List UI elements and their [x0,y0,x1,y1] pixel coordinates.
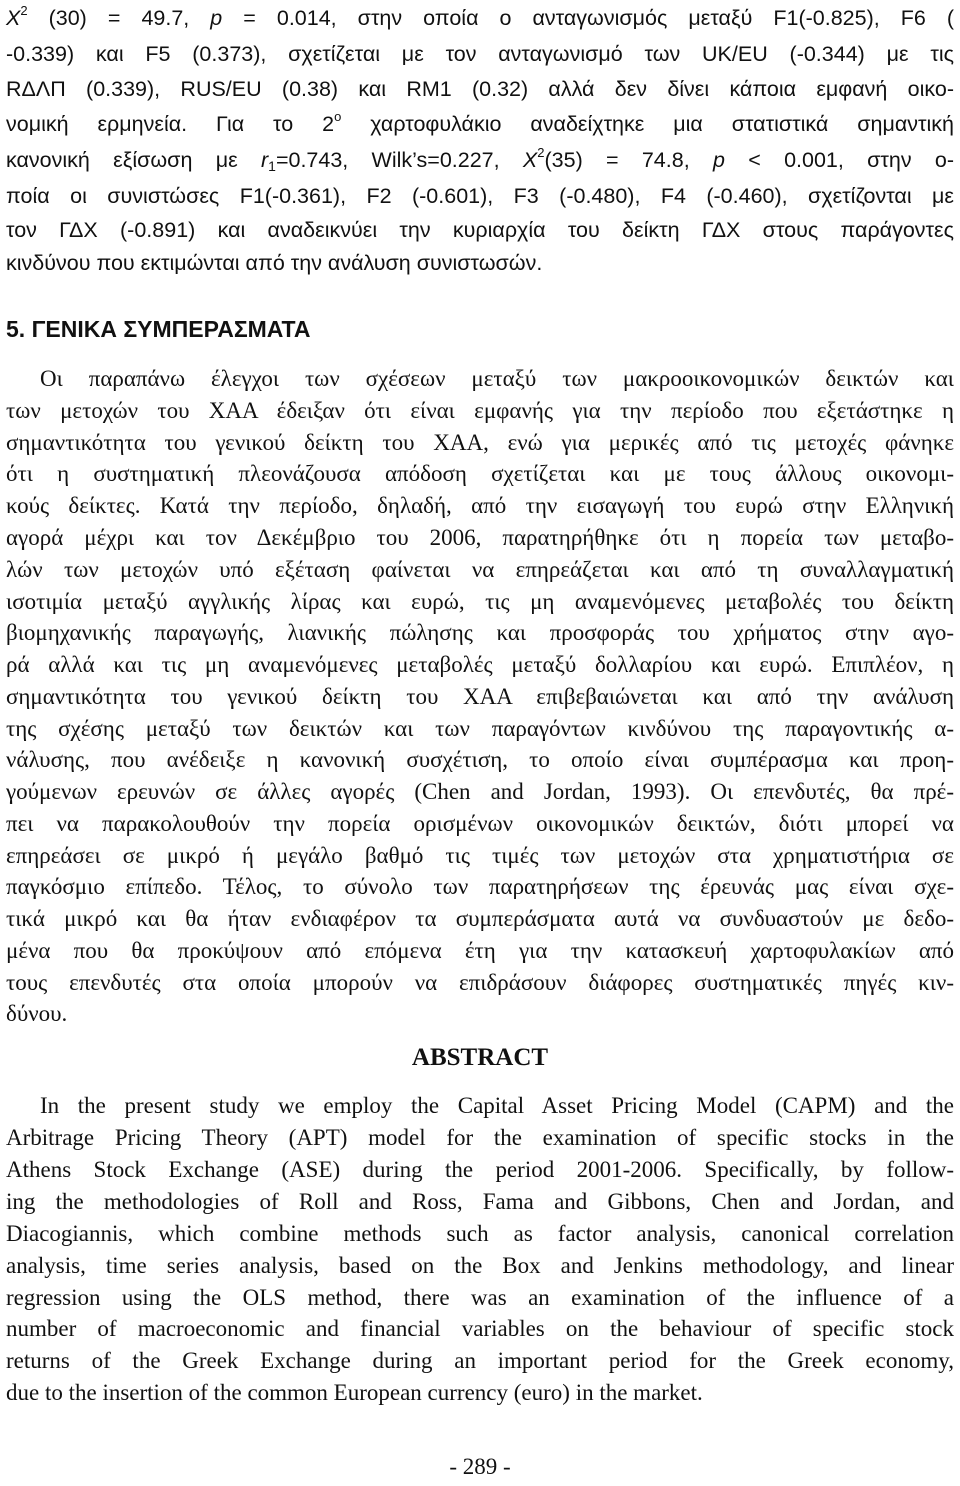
paragraph-line: τους επενδυτές στα οποία μπορούν να επιδράσουν διάφορες συστηματικές πηγές κιν- [6,970,954,995]
paragraph-line: επηρεάσει σε μικρό ή μεγάλο βαθμό τις τιμές των μετοχών στα χρηματιστήρια σε [6,843,954,868]
paragraph-line: RΔΛΠ (0.339), RUS/EU (0.38) και RM1 (0.32) αλλά δεν δίνει κάποια εμφανή οικο- [6,77,954,101]
paragraph-line: πει να παρακολουθούν την πορεία ορισμένων οικονομικών δεικτών, διότι μπορεί να [6,811,954,836]
text-run: < 0.001, στην ο- [748,148,955,172]
text-run: = 0.014, στην οποία ο ανταγωνισμός μεταξύ F1(-0.825), F6 ( [243,6,954,30]
paragraph-line: -0.339) και F5 (0.373), σχετίζεται με τον ανταγωνισμό των UK/EU (-0.344) με τις [6,42,954,66]
p-symbol: p [712,148,725,172]
paragraph-line: analysis, time series analysis, based on the Box and Jenkins methodology, and linear [6,1253,954,1278]
paragraph-line: κινδύνου που εκτιμώνται από την ανάλυση συνιστωσών. [6,251,543,275]
paragraph-line: τικά μικρό και θα ήταν ενδιαφέρον τα συμπεράσματα αυτά να συνδυαστούν με δεδο- [6,906,954,931]
superscript: 2 [537,145,545,160]
superscript: 2 [20,3,28,18]
text-run: =0.743, Wilk’s=0.227, [275,148,500,172]
subscript: 1 [268,158,276,174]
paragraph-line: ing the methodologies of Roll and Ross, Fama and Gibbons, Chen and Jordan, and [6,1189,954,1214]
paragraph-line: αγορά μέχρι και τον Δεκέμβριο του 2006, παρατηρήθηκε ότι η πορεία των μεταβο- [6,525,954,550]
paragraph-line: regression using the OLS method, there was an examination of the influence of a [6,1285,954,1310]
paragraph-line: ότι η συστηματική πλεονάζουσα απόδοση σχετίζεται και με τους άλλους οικονομι- [6,461,954,486]
paragraph-line: παγκόσμιο επίπεδο. Τέλος, το σύνολο των παρατηρήσεων της έρευνάς μας είναι σχε- [6,874,954,899]
p-symbol: p [210,6,223,30]
paragraph-line: βιομηχανικής παραγωγής, λιανικής πώλησης και προσφοράς του χρήματος στην αγο- [6,620,954,645]
paragraph-line: ποία οι συνιστώσες F1(-0.361), F2 (-0.601), F3 (-0.480), F4 (-0.460), σχετίζονται με [6,184,954,208]
paragraph-line: δύνου. [6,1001,68,1026]
paragraph-line [6,109,954,139]
text-run: (30) = 49.7, [48,6,190,30]
text-run: (35) = 74.8, [544,148,690,172]
paragraph-line: γούμενων ερευνών σε άλλες αγορές (Chen and Jordan, 1993). Οι επενδυτές, θα πρέ- [6,779,954,804]
paragraph-line: Athens Stock Exchange (ASE) during the period 2001-2006. Specifically, by follow- [6,1157,954,1182]
paragraph-line: In the present study we employ the Capital Asset Pricing Model (CAPM) and the [40,1093,954,1118]
paragraph-line: κούς δείκτες. Κατά την περίοδο, δηλαδή, από την εισαγωγή του ευρώ στην Ελληνική [6,493,954,518]
paragraph-line: Arbitrage Pricing Theory (APT) model for the examination of specific stocks in the [6,1125,954,1150]
chi-symbol: X [6,6,21,30]
paragraph-line: λών των μετοχών υπό εξέταση φαίνεται να επηρεάζεται και από τη συναλλαγματική [6,557,954,582]
paragraph-line: due to the insertion of the common European currency (euro) in the market. [6,1380,703,1405]
paragraph-line: των μετοχών του ΧΑΑ έδειξαν ότι είναι εμφανής για την περίοδο που εξετάστηκε η [6,398,954,423]
r-symbol: r [260,148,269,172]
superscript: ο [334,109,342,124]
paragraph-line: σημαντικότητα του γενικού δείκτη του ΧΑΑ, ενώ για μερικές από τις μετοχές φάνηκε [6,430,954,455]
paragraph-line: ισοτιμία μεταξύ αγγλικής λίρας και ευρώ, τις μη αναμενόμενες μεταβολές του δείκτη [6,589,954,614]
paragraph-line: Οι παραπάνω έλεγχοι των σχέσεων μεταξύ των μακροοικονομικών δεικτών και [40,366,954,391]
text-run: νομική ερμηνεία. Για το 2 [6,112,335,136]
section-heading: 5. ΓΕΝΙΚΑ ΣΥΜΠΕΡΑΣΜΑΤΑ [6,316,311,342]
page-number: - 289 - [449,1454,511,1479]
paragraph-line [6,145,954,175]
paragraph-line: της σχέσης μεταξύ των δεικτών και των παραγόντων κινδύνου της παραγοντικής α- [6,716,954,741]
paragraph-line: μένα που θα προκύψουν από επόμενα έτη για την κατασκευή χαρτοφυλακίων από [6,938,954,963]
paragraph-line: νάλυσης, που ανέδειξε η κανονική συσχέτιση, το οποίο είναι συμπέρασμα και προη- [6,747,954,772]
text-run: χαρτοφυλάκιο αναδείχτηκε μια στατιστικά σημαντική [370,112,955,136]
paragraph-line: ρά αλλά και τις μη αναμενόμενες μεταβολές μεταξύ δολλαρίου και ευρώ. Επιπλέον, η [6,652,954,677]
paragraph-line: number of macroeconomic and financial variables on the behaviour of specific stock [6,1316,954,1341]
paragraph-line: returns of the Greek Exchange during an important period for the Greek economy, [6,1348,954,1373]
paragraph-line: σημαντικότητα του γενικού δείκτη του ΧΑΑ επιβεβαιώνεται και από την ανάλυση [6,684,954,709]
paragraph-line: τον ΓΔΧ (-0.891) και αναδεικνύει την κυριαρχία του δείκτη ΓΔΧ στους παράγοντες [6,218,954,242]
text-run: κανονική εξίσωση με [6,148,238,172]
chi-symbol: X [522,148,538,172]
paragraph-line [6,3,954,33]
abstract-heading: ABSTRACT [411,1044,549,1071]
paragraph-line: Diacogiannis, which combine methods such as factor analysis, canonical correlation [6,1221,954,1246]
